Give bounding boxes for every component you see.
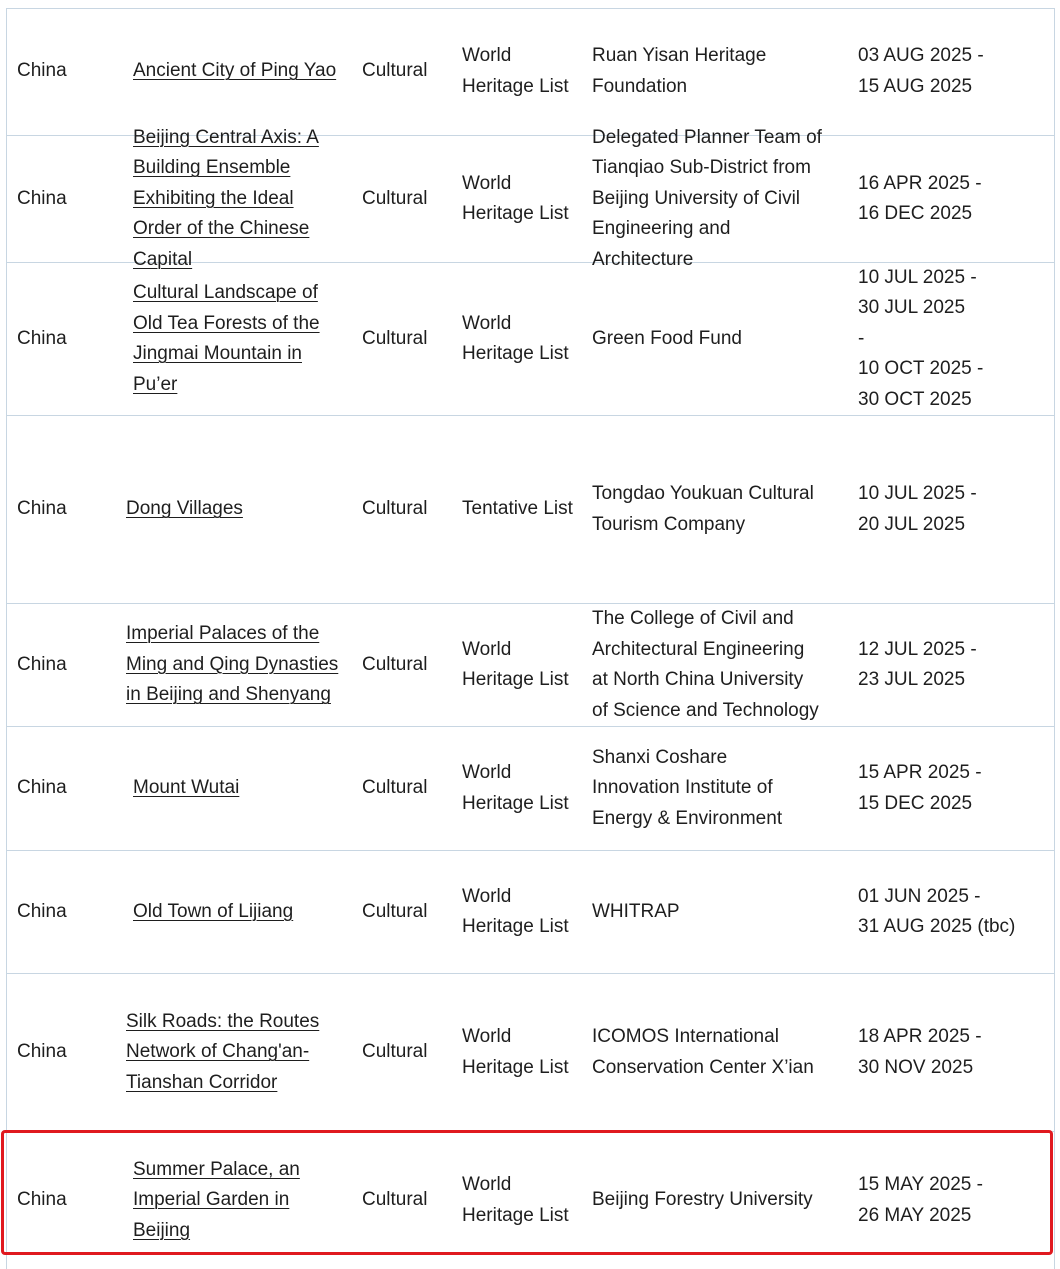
category-cell: Cultural xyxy=(362,187,428,209)
organization-cell: Tongdao Youkuan Cultural Tourism Company xyxy=(592,483,814,535)
dates-cell: 10 JUL 2025 - 20 JUL 2025 xyxy=(858,483,977,535)
country-cell: China xyxy=(17,60,67,82)
organization-cell: Ruan Yisan Heritage Foundation xyxy=(592,45,767,97)
site-link[interactable]: Old Town of Lijiang xyxy=(133,900,294,922)
list-cell: World Heritage List xyxy=(462,1174,569,1226)
table-row xyxy=(7,416,1054,604)
category-cell: Cultural xyxy=(362,777,428,799)
category-cell: Cultural xyxy=(362,60,428,82)
organization-cell: The College of Civil and Architectural Engineering at North China University of Science and Technology xyxy=(592,608,819,721)
country-cell: China xyxy=(17,900,67,922)
list-cell: World Heritage List xyxy=(462,172,569,224)
site-link[interactable]: Silk Roads: the Routes Network of Chang'an-Tianshan Corridor xyxy=(126,1010,320,1093)
list-cell: Tentative List xyxy=(462,498,573,520)
site-link[interactable]: Imperial Palaces of the Ming and Qing Dynasties in Beijing and Shenyang xyxy=(126,623,339,706)
country-cell: China xyxy=(17,653,67,675)
site-link[interactable]: Ancient City of Ping Yao xyxy=(133,60,337,82)
country-cell: China xyxy=(17,327,67,349)
site-cell xyxy=(133,8,358,135)
table-row xyxy=(7,851,1054,974)
country-cell: China xyxy=(17,498,67,520)
category-cell: Cultural xyxy=(362,900,428,922)
dates-cell: 03 AUG 2025 - 15 AUG 2025 xyxy=(858,45,984,97)
category-cell: Cultural xyxy=(362,1041,428,1063)
table-row xyxy=(7,263,1054,416)
site-cell xyxy=(133,126,343,270)
site-cell xyxy=(126,416,351,603)
site-cell xyxy=(126,604,351,726)
organization-cell: Green Food Fund xyxy=(592,327,742,349)
table-row xyxy=(7,604,1054,727)
dates-cell: 16 APR 2025 - 16 DEC 2025 xyxy=(858,172,982,224)
organization-cell: Delegated Planner Team of Tianqiao Sub-District from Beijing University of Civil Engineering and Architecture xyxy=(592,126,822,270)
list-cell: World Heritage List xyxy=(462,762,569,814)
dates-cell: 01 JUN 2025 - 31 AUG 2025 (tbc) xyxy=(858,885,1016,937)
list-cell: World Heritage List xyxy=(462,312,569,364)
dates-cell: 12 JUL 2025 - 23 JUL 2025 xyxy=(858,638,977,690)
dates-cell: 10 JUL 2025 - 30 JUL 2025 - 10 OCT 2025 - 30 OCT 2025 xyxy=(858,266,984,410)
site-cell xyxy=(133,263,343,415)
organization-cell: WHITRAP xyxy=(592,900,680,922)
site-cell xyxy=(133,727,358,850)
organization-cell: Beijing Forestry University xyxy=(592,1189,813,1211)
organization-cell: ICOMOS International Conservation Center X’ian xyxy=(592,1026,814,1078)
table-row xyxy=(7,727,1054,851)
category-cell: Cultural xyxy=(362,327,428,349)
site-link[interactable]: Dong Villages xyxy=(126,498,243,520)
dates-cell: 15 APR 2025 - 15 DEC 2025 xyxy=(858,762,982,814)
site-link[interactable]: Beijing Central Axis: A Building Ensemble Exhibiting the Ideal Order of the Chinese Capital xyxy=(133,126,319,270)
category-cell: Cultural xyxy=(362,1189,428,1211)
country-cell: China xyxy=(17,777,67,799)
dates-cell: 15 MAY 2025 - 26 MAY 2025 xyxy=(858,1174,983,1226)
site-cell xyxy=(133,1132,348,1269)
list-cell: World Heritage List xyxy=(462,885,569,937)
site-cell xyxy=(126,974,326,1131)
list-cell: World Heritage List xyxy=(462,45,569,97)
site-link[interactable]: Mount Wutai xyxy=(133,777,240,799)
table-row-highlighted xyxy=(7,1132,1054,1269)
list-cell: World Heritage List xyxy=(462,638,569,690)
site-link[interactable]: Cultural Landscape of Old Tea Forests of the Jingmai Mountain in Pu’er xyxy=(133,282,320,395)
dates-cell: 18 APR 2025 - 30 NOV 2025 xyxy=(858,1026,982,1078)
country-cell: China xyxy=(17,1041,67,1063)
organization-cell: Shanxi Coshare Innovation Institute of Energy & Environment xyxy=(592,746,783,829)
country-cell: China xyxy=(17,1189,67,1211)
site-link[interactable]: Summer Palace, an Imperial Garden in Beijing xyxy=(133,1158,300,1241)
table-row xyxy=(7,974,1054,1132)
site-cell xyxy=(133,851,358,973)
list-cell: World Heritage List xyxy=(462,1026,569,1078)
category-cell: Cultural xyxy=(362,653,428,675)
category-cell: Cultural xyxy=(362,498,428,520)
country-cell: China xyxy=(17,187,67,209)
table-row xyxy=(7,8,1054,136)
table-row xyxy=(7,126,1054,270)
